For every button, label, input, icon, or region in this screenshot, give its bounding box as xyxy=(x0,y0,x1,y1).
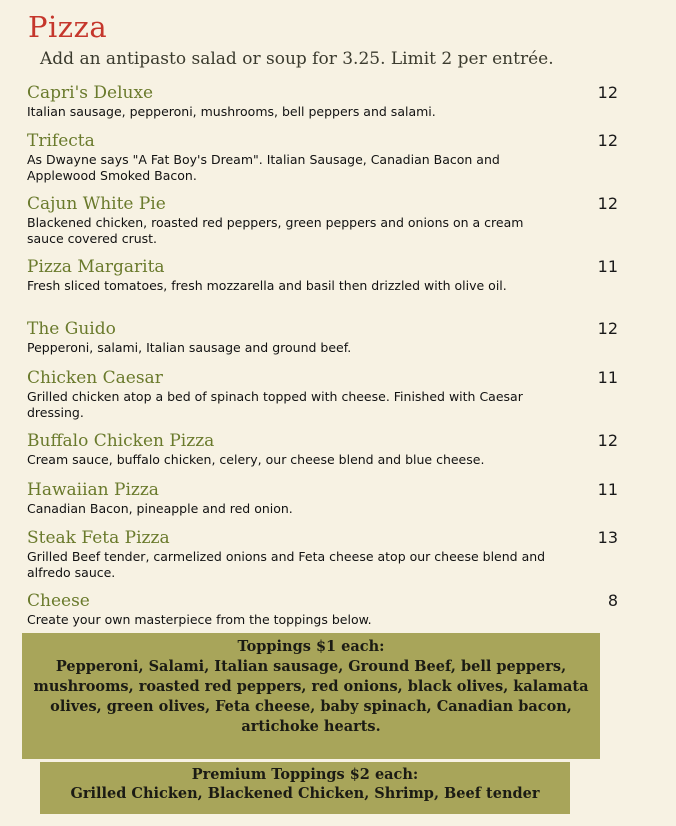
item-name: Steak Feta Pizza xyxy=(27,528,170,548)
item-description: Blackened chicken, roasted red peppers, green peppers and onions on a cream sauce covered crust. xyxy=(27,215,524,246)
item-name: Buffalo Chicken Pizza xyxy=(27,431,215,451)
menu-item-cheese xyxy=(27,591,627,628)
item-name: Pizza Margarita xyxy=(27,257,165,277)
item-price: 12 xyxy=(597,194,618,213)
toppings-list: Pepperoni, Salami, Italian sausage, Ground Beef, bell peppers, mushrooms, roasted red peppers, red onions, black olives, kalamata olives, green olives, Feta cheese, baby spinach, Canadian bacon, artichoke hearts. xyxy=(33,658,589,735)
item-price: 11 xyxy=(597,368,618,387)
item-name: The Guido xyxy=(27,319,116,339)
menu-item-chicken-caesar xyxy=(27,368,627,420)
toppings-box xyxy=(22,633,600,759)
item-price: 12 xyxy=(597,319,618,338)
item-price: 13 xyxy=(597,528,618,547)
item-name: Hawaiian Pizza xyxy=(27,480,159,500)
item-price: 12 xyxy=(597,131,618,150)
item-description: Fresh sliced tomatoes, fresh mozzarella and basil then drizzled with olive oil. xyxy=(27,278,507,293)
menu-item-steak-feta-pizza xyxy=(27,528,627,580)
toppings-title: Toppings $1 each: xyxy=(237,638,385,655)
item-price: 11 xyxy=(597,480,618,499)
item-name: Cheese xyxy=(27,591,90,611)
premium-toppings-list: Grilled Chicken, Blackened Chicken, Shrimp, Beef tender xyxy=(70,785,540,802)
item-name: Capri's Deluxe xyxy=(27,83,154,103)
item-description: Create your own masterpiece from the toppings below. xyxy=(27,612,372,627)
item-price: 12 xyxy=(597,83,618,102)
menu-item-capris-deluxe xyxy=(27,83,627,120)
menu-item-hawaiian-pizza xyxy=(27,480,627,517)
item-description: Cream sauce, buffalo chicken, celery, our cheese blend and blue cheese. xyxy=(27,452,485,467)
item-description: Canadian Bacon, pineapple and red onion. xyxy=(27,501,293,516)
item-name: Cajun White Pie xyxy=(27,194,166,214)
item-price: 11 xyxy=(597,257,618,276)
menu-item-pizza-margarita xyxy=(27,257,627,294)
item-description: Grilled Beef tender, carmelized onions and Feta cheese atop our cheese blend and alfredo sauce. xyxy=(27,549,546,580)
menu-item-trifecta xyxy=(27,131,627,183)
item-price: 8 xyxy=(607,591,618,610)
premium-toppings-box xyxy=(40,762,570,814)
menu-item-buffalo-chicken-pizza xyxy=(27,431,627,468)
premium-toppings-title: Premium Toppings $2 each: xyxy=(191,766,419,783)
item-description: Grilled chicken atop a bed of spinach topped with cheese. Finished with Caesar dressing. xyxy=(27,389,523,420)
menu-item-the-guido xyxy=(27,319,627,356)
item-price: 12 xyxy=(597,431,618,450)
menu-subtitle: Add an antipasto salad or soup for 3.25. Limit 2 per entrée. xyxy=(40,49,554,69)
menu-title: Pizza xyxy=(28,10,108,44)
menu-item-cajun-white-pie xyxy=(27,194,627,246)
item-description: Pepperoni, salami, Italian sausage and ground beef. xyxy=(27,340,352,355)
item-description: Italian sausage, pepperoni, mushrooms, bell peppers and salami. xyxy=(27,104,436,119)
item-name: Chicken Caesar xyxy=(27,368,163,388)
item-description: As Dwayne says "A Fat Boy's Dream". Italian Sausage, Canadian Bacon and Applewood Smoked Bacon. xyxy=(27,152,500,183)
item-name: Trifecta xyxy=(27,131,95,151)
